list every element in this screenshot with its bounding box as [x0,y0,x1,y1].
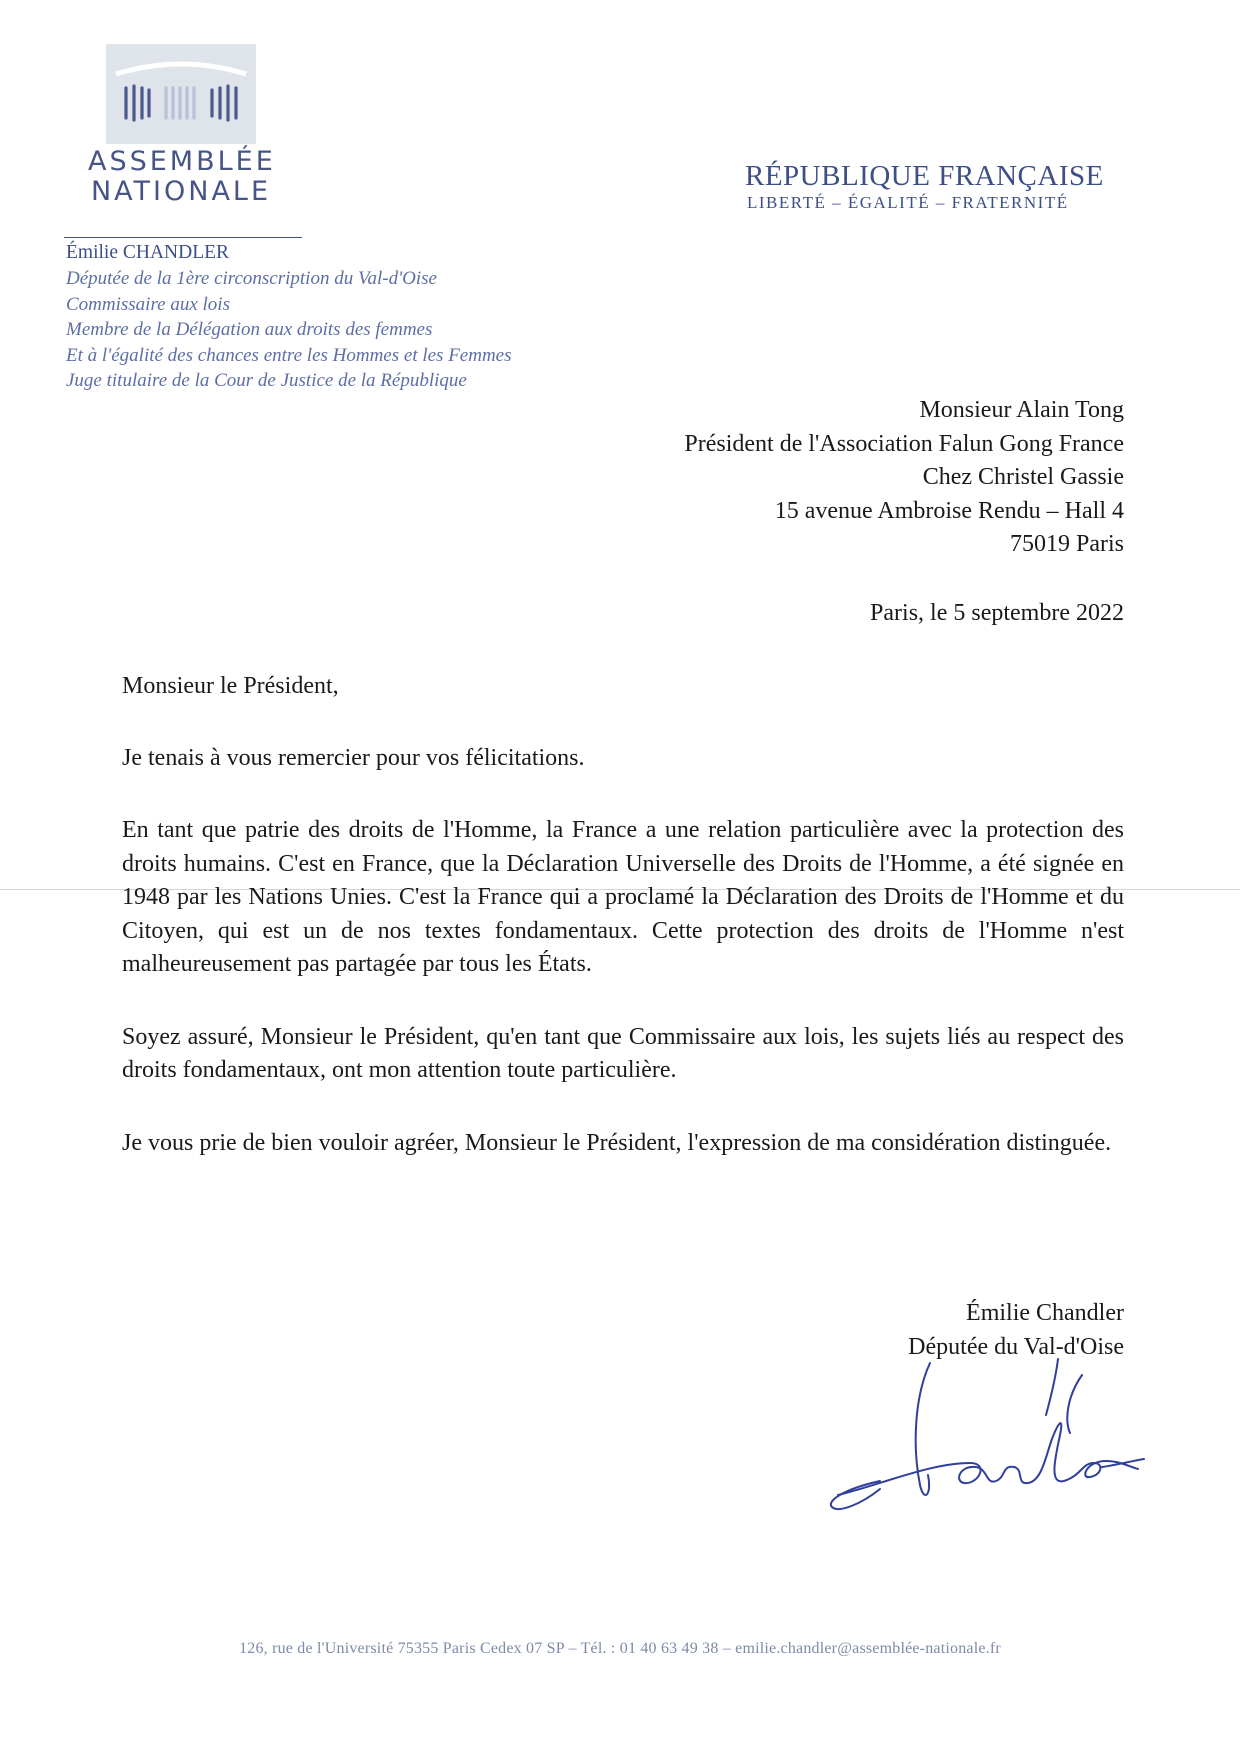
letter-body [122,670,1124,1199]
sender-role: Députée de la 1ère circonscription du Val-d'Oise [66,268,437,289]
assemblee-nationale-logo [88,44,274,214]
sender-role: Membre de la Délégation aux droits des femmes [66,319,433,340]
hemicycle-columns-icon [106,44,256,144]
sender-role: Juge titulaire de la Cour de Justice de la République [66,370,467,391]
sender-name: Émilie CHANDLER [66,242,230,263]
body-paragraph: En tant que patrie des droits de l'Homme, la France a une relation particulière avec la protection des droits humains. C'est en France, que la Déclaration Universelle des Droits de l'Homme, a été signée en 1948 par les Nations Unies. C'est la France qui a proclamé la Déclaration des Droits de l'Homme et du Citoyen, qui est un de nos textes fondamentaux. Cette protection des droits de l'Homme n'est malheureusement pas partagée par tous les États. [122,817,1124,977]
sender-role: Commissaire aux lois [66,293,230,315]
handwritten-signature [820,1335,1150,1535]
republic-motto: LIBERTÉ – ÉGALITÉ – FRATERNITÉ [747,193,1069,212]
recipient-address [684,394,1124,562]
recipient-line: 75019 Paris [1010,531,1124,557]
signature-name: Émilie Chandler [966,1300,1124,1326]
logo-text-nationale: NATIONALE [90,176,272,207]
logo-text-assemblee: ASSEMBLÉE [88,146,276,177]
republic-header [745,160,1125,214]
footer-contact: 126, rue de l'Université 75355 Paris Cedex 07 SP – Tél. : 01 40 63 49 38 – emilie.chandler@assemblée-nationale.fr [239,1640,1001,1657]
letter-date: Paris, le 5 septembre 2022 [870,600,1124,626]
sender-divider [64,237,302,238]
recipient-line: Monsieur Alain Tong [919,397,1124,423]
body-paragraph: Je vous prie de bien vouloir agréer, Monsieur le Président, l'expression de ma considération distinguée. [122,1129,1112,1156]
signature-title: Députée du Val-d'Oise [908,1334,1124,1360]
body-paragraph: Je tenais à vous remercier pour vos félicitations. [122,744,585,771]
sender-role: Et à l'égalité des chances entre les Hommes et les Femmes [66,344,512,366]
body-paragraph: Soyez assuré, Monsieur le Président, qu'en tant que Commissaire aux lois, les sujets liés au respect des droits fondamentaux, ont mon attention toute particulière. [122,1023,1124,1083]
salutation: Monsieur le Président, [122,673,339,699]
recipient-line: Chez Christel Gassie [922,464,1124,490]
sender-block [66,240,512,394]
recipient-line: Président de l'Association Falun Gong France [684,430,1124,457]
republic-title: RÉPUBLIQUE FRANÇAISE [745,160,1104,192]
recipient-line: 15 avenue Ambroise Rendu – Hall 4 [774,497,1124,524]
